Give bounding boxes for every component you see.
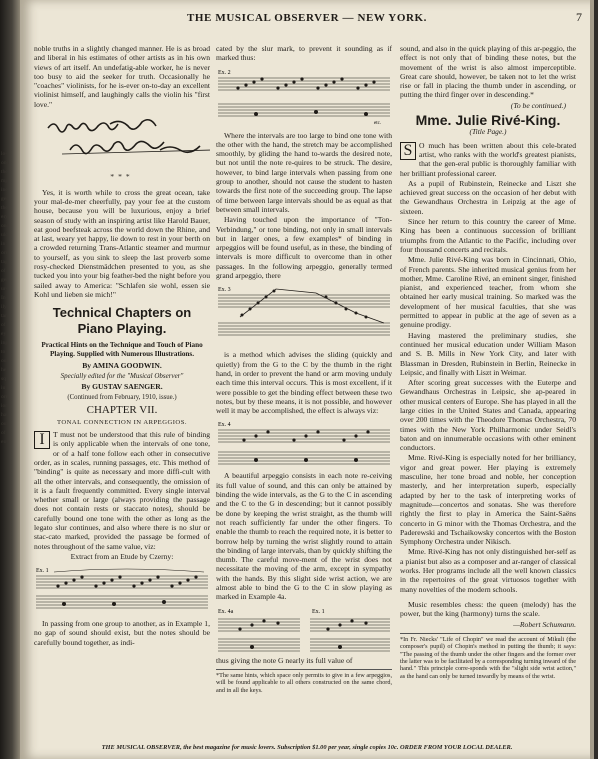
binding-fragment: ore xyxy=(1,394,9,400)
binding-fragment: our xyxy=(1,421,9,427)
binding-fragment: ond xyxy=(1,160,10,166)
binding-fragment: he xyxy=(1,367,7,373)
binding-fragment: gee xyxy=(1,196,9,202)
auer-intro-paragraph: noble truths in a slightly changed manner. He is as broad and liberal in his estimates of other artists as in his own views of art itself. An undefatig-able worker, he is never too busy to aid the seeker for truth. Occasionally he "coaches" violinists, for he is-ever on-to-day an excellent violinist himself, and laughingly calls the violin his "first love." xyxy=(34,44,210,109)
page-number: 7 xyxy=(576,10,582,24)
svg-text:etc.: etc. xyxy=(374,120,382,126)
svg-text:Ex. 1: Ex. 1 xyxy=(312,608,325,615)
running-header: THE MUSICAL OBSERVER — NEW YORK. xyxy=(186,12,428,24)
page-footer: THE MUSICAL OBSERVER, the best magazine for music lovers. Subscription $1.00 per year, single copies 10c. ORDER FROM YOUR LOCAL DEALER. xyxy=(101,744,513,751)
chapter-heading: CHAPTER VII. xyxy=(86,404,158,417)
drop-cap-s: S xyxy=(400,142,416,160)
editor-byline: By GUSTAV SAENGER. xyxy=(81,381,163,391)
section-heading: TONAL CONNECTION IN ARPEGGIOS. xyxy=(56,418,188,426)
svg-text:Ex. 2: Ex. 2 xyxy=(218,69,231,76)
rive-king-composer: Mme. Rivé-King has not only distinguished her-self as a pianist but also as a composer and ar-ranger of classical works. Her programs include all the well known classics in the repertoires of the great virtuosos together with many novelties of the modern schools. xyxy=(400,547,576,594)
column-middle xyxy=(216,44,392,724)
binding-fragment: the xyxy=(1,169,8,175)
binding-fragment: ily xyxy=(1,304,7,310)
drop-cap: I xyxy=(34,431,50,449)
rive-king-career: Since her return to this country the career of Mme. King has been a continuous succession of brilliant triumphs from the Atlantic to the Pacific, including over four thousand concerts and recitals. xyxy=(400,217,576,254)
article-title: Technical Chapters on Piano Playing. xyxy=(52,305,192,337)
author-byline: By AMINA GOODWIN. xyxy=(82,361,162,371)
binding-fragment: of xyxy=(1,322,6,328)
editor-credit: Specially edited for the "Musical Observer" xyxy=(60,371,184,380)
rive-king-pupil: As a pupil of Rubinstein, Reinecke and Liszt she achieved great success on the occasion of her debut with the Gewandhaus Orchestra in Leipzig at the age of sixteen. xyxy=(400,178,576,216)
binding-fragment: mg xyxy=(1,178,9,184)
svg-text:Ex. 4: Ex. 4 xyxy=(218,422,231,429)
page-edge xyxy=(590,0,594,759)
note-g-paragraph: thus giving the note G nearly its full value of xyxy=(216,655,353,665)
binding-fragment: ery xyxy=(1,214,9,220)
section-stars: *** xyxy=(110,172,134,182)
rive-king-intro: S O much has been written about this cele-brated artist, who ranks with the world's greatest pianists, that the gen-eral public is thoroughly familiar with her brilliant professional career. xyxy=(400,140,576,178)
binding-fragment: to xyxy=(1,349,6,355)
slur-paragraph: cated by the slur mark, to prevent it sounding as if marked thus: xyxy=(216,44,392,63)
column-right xyxy=(400,44,576,724)
binding-fragment: out xyxy=(1,358,9,364)
music-example-4 xyxy=(216,418,392,468)
book-binding xyxy=(0,0,20,759)
binding-fragment: in xyxy=(1,241,6,247)
ton-verbindung-paragraph: Having touched upon the importance of "Ton-Verbindung," or tone binding, not only in small intervals but in larger ones, a few examples* of binding in arpeggios will be found useful, as in these, the binding of intervals is more difficult to overcome than in other passages. In the following arpeggio, generally termed grand arpeggio, there xyxy=(216,215,392,281)
binding-fragment: of xyxy=(1,268,6,274)
binding-fragment: uld xyxy=(1,232,9,238)
bauer-paragraph: Yes, it is worth while to cross the great ocean, take your mal-de-mer cheerfully, pay your fee at the custom house, because you will be luxurious, enjoy a brief season of study with an inspiring artist like Harold Bauer, eat good beefsteak across the world down the Rhine, and at last, weary yet happy, lie down to rest in your berth on a crowded returning Trans-Atlantic steamer and murmur to yourself, as you sink to sleep the last proverb some rosy-checked Dienstmädchen presented to you, as she tucked you into your big feather-bed the night before you sailed away to America: "Schlafen sie wohl, essen sie Kohl und lieben sie mich!" xyxy=(34,187,210,299)
binding-fragment: ger xyxy=(1,277,9,283)
music-example-1 xyxy=(34,564,210,616)
thumb-sliding-paragraph: is a method which advises the sliding (quickly and quietly) from the G to the C by the thumb in the right hand, in order to prevent the hand or arm moving unduly each time this interval occurs. This is most excellent, if it were possible to get the binding effect between these two notes, but by these means, it is not possible, and however well it may be accomplished, the effect is always viz: xyxy=(216,350,392,416)
binding-fragment: ine xyxy=(1,187,8,193)
footnote-right: *In Fr. Niecks' "Life of Chopin" we read the account of Mikuli (the composer's pupil) of Chopin's method in putting the thumb; it says: "The passing of the thumb under the other fingers and the former over the latter was to be facilitated by a corresponding turning inward of the hand." This principle corre-sponds with the "slight side wrist action," as the hand can only be turned inwardly by means of the wrist. xyxy=(400,633,576,680)
binding-fragment: one xyxy=(1,223,9,229)
to-be-continued: (To be continued.) xyxy=(510,100,566,110)
column-left xyxy=(34,44,210,724)
rive-king-studies: Having mastered the preliminary studies, she continued her musical education under William Mason and S. B. Mills in New York City, and later with Blassman in Dresden, Rubinstein in Berlin, Reinecke in Leipsic, and finally with Liszt in Weimar. xyxy=(400,330,576,377)
binding-fragment: ore xyxy=(1,250,9,256)
handwritten-signature xyxy=(40,114,210,162)
binding-fragment: In xyxy=(1,295,6,301)
svg-text:Ex. 4a: Ex. 4a xyxy=(218,608,234,615)
rive-king-successes: After scoring great successes with the Euterpe and Gewandhaus Orchestras in Leipsic, she ap-peared in other musical centers of Europe. She has played in all the large cities in the United States and Canada, appearing over 200 times with the Theodore Thomas Orchestra, 70 times with the New York Philharmonic under Seidl's baton and on innumerable occasions with other eminent conductors. xyxy=(400,378,576,453)
svg-text:Ex. 3: Ex. 3 xyxy=(218,287,231,294)
rive-king-birth: Mme. Julie Rivé-King was born in Cincinnati, Ohio, of French parents. She inherited musical genius from her mother, Mme. Caroline Rivé, an eminent singer, finished pianist, and experienced teacher, from whom she obtained her early musical training. So marked was the development of her musical faculties, that she was permitted to appear in public at the age of seven as a genuine prodigy. xyxy=(400,255,576,330)
binding-fragment: ur- xyxy=(1,286,8,292)
binding-fragment: tag xyxy=(1,259,8,265)
binding-fragment: hat xyxy=(1,412,8,418)
binding-fragment: ey xyxy=(1,331,7,337)
continued-from-note: (Continued from February, 1910, issue.) xyxy=(67,394,177,402)
title-page-note: (Title Page.) xyxy=(469,127,507,137)
magazine-page xyxy=(20,0,594,759)
czerny-extract-label: Extract from an Etude by Czerny: xyxy=(70,551,174,561)
binding-fragment: sq xyxy=(1,376,6,382)
binding-fragment: lo- xyxy=(1,151,8,157)
binding-fragment: ing xyxy=(1,340,9,346)
binding-fragment: ion xyxy=(1,403,9,409)
binding-fragment: tan xyxy=(1,313,8,319)
binding-fragment: ens xyxy=(1,439,9,445)
binding-fragment: the xyxy=(1,205,8,211)
binding-rule-paragraph: I T must not be understood that this rule of binding is only applicable when the intervals of one tone, or of a half tone follow each other in consecutive order, as in scales, running passages, etc. This method of "binding" is quite as necessary and more diffi-cult with all the other intervals, and consequently, the omission of it is a fault frequently committed. Every single interval whether small or large (always providing the passage does not contain rests or staccato notes), should be carefully bound one tone with the other as long as the legato slur continues, and also where there is no slur or stac-cato marked, provided the passage be formed of notes throughout of the same value, viz: xyxy=(34,430,210,551)
rive-king-style: Mme. Rivé-King is especially noted for her brilliancy, vigor and great power. Her playing is extremely masculine, her tone broad and noble, her conception masterly, and her interpretation superb, especially adapted by her to the task of interpreting works of magnitude—concertos and sonatas. She was therefore rightly the first to play in America the Saint-Saëns concerto in G minor with the Thomas Orchestra, and the Paderewski and Tschaikowsky concertos with the Boston Symphony Orchestra under Nikisch. xyxy=(400,453,576,547)
music-example-4a xyxy=(216,605,392,653)
group-passing-paragraph: In passing from one group to another, as in Example 1, no gap of sound should exist, but the notes should be carefully bound together, as indi- xyxy=(34,619,210,647)
quote-attribution: —Robert Schumann. xyxy=(513,619,576,629)
binding-fragment: of xyxy=(1,430,6,436)
binding-fragment: iu xyxy=(1,385,6,391)
music-example-3 xyxy=(216,283,392,347)
example-label: Ex. 1 xyxy=(36,568,49,575)
wrist-paragraph: sound, and also in the quick playing of this ar-peggio, the effect is not only that of binding these notes, but the movement of the wrist is also almost imperceptible. Great care should, however, be taken not to let the wrist rise or fall in placing the thumb under in ascending, or putting the third finger over in descending.* xyxy=(400,44,576,100)
beautiful-arpeggio-paragraph: A beautiful arpeggio consists in each note re-ceiving its full value of sound, and this can only be attained by binding the wide intervals, as the G to the C in ascending and the C to the G in descending; but it cannot possibly be done by keeping the wrist straight, as the thumb will not reach sufficiently far under the other fingers. To enable the thumb to reach the required note, it is better to borrow help by turning the wrist slightly round to attain the binding of large intervals, than by quickly shifting the thumb. The careful move-ment of the wrist does not necessitate the moving of the arm, except in sympathy with the hands. By this slight side wrist action, we are almost able to bind the G to the C in slow playing as marked in Example 4a. xyxy=(216,471,392,602)
music-example-2 xyxy=(216,66,392,128)
footnote-middle: *The same hints, which space only permits to give in a few arpeggios, will be found applicable to all others constructed on the same chord, and in all the keys. xyxy=(216,669,392,694)
schumann-quote: Music resembles chess: the queen (melody) has the power, but the king (harmony) turns the scale. xyxy=(400,599,576,619)
large-intervals-paragraph: Where the intervals are too large to bind one tone with the other with the hand, the stretch may be accomplished smoothly, by gliding the hand to-wards the desired note, but not until the note re-quires to be struck. The desire, however, to bind large intervals when passing from one group to another, should not cause the student to hasten towards the first note of the succeeding group. The lapse of time between large intervals should be as equal as that between small intervals. xyxy=(216,130,392,214)
article-subtitle: Practical Hints on the Technique and Touch of Piano Playing. Supplied with Numerous Illustrations. xyxy=(41,341,203,358)
rive-king-title: Mme. Julie Rivé-King. xyxy=(415,112,561,129)
